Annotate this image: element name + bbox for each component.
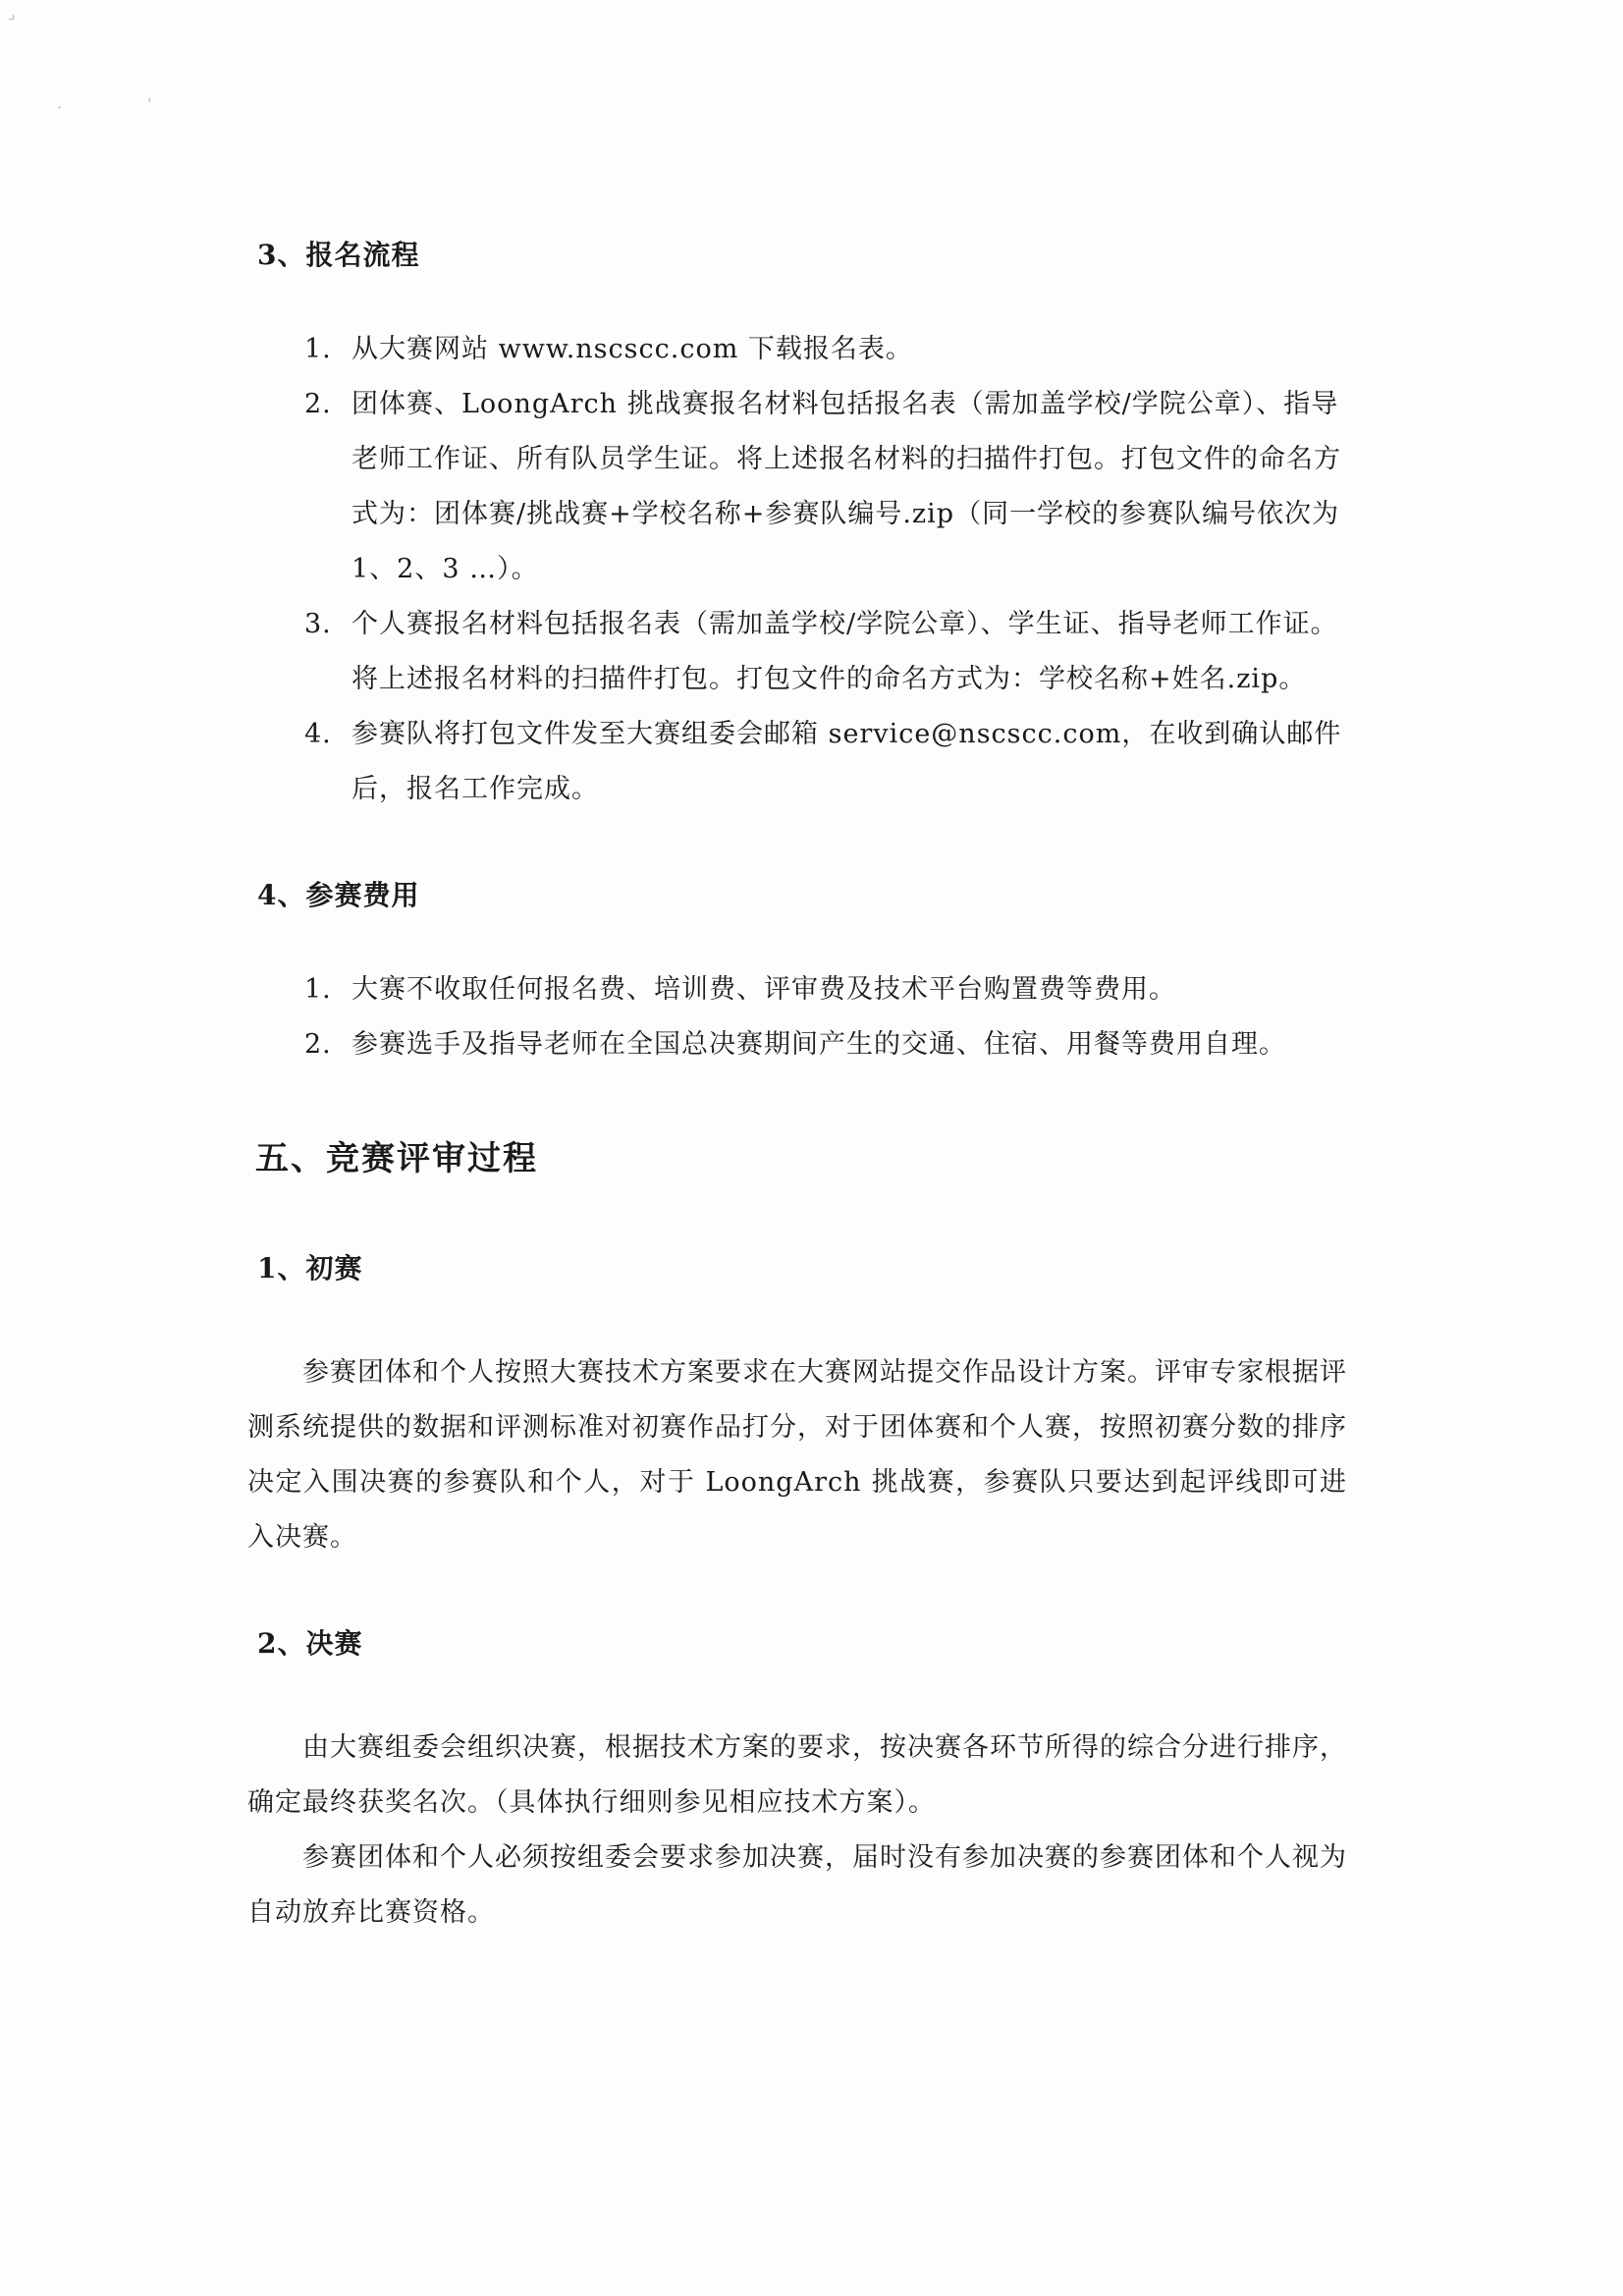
- list-item: [247, 707, 1347, 817]
- section-heading-registration: 3、报名流程: [257, 239, 420, 271]
- list-text: 大赛不收取任何报名费、培训费、评审费及技术平台购置费等费用。: [352, 974, 1176, 1005]
- list-number: 3.: [304, 609, 332, 639]
- list-text: 从大赛网站 www.nscscc.com 下载报名表。: [352, 334, 913, 364]
- subsection-heading-preliminary: 1、初赛: [257, 1252, 363, 1285]
- list-number: 2.: [304, 389, 332, 419]
- list-number: 1.: [304, 334, 332, 364]
- list-text: 团体赛、LoongArch 挑战赛报名材料包括报名表（需加盖学校/学院公章）、指导老师工作证、所有队员学生证。将上述报名材料的扫描件打包。打包文件的命名方式为：团体赛/挑战赛+学校名称+参赛队编号.zip（同一学校的参赛队编号依次为 1、2、3 …）。: [352, 389, 1341, 584]
- fees-list: [247, 962, 1347, 1072]
- document-body: [247, 228, 1347, 1941]
- list-number: 4.: [304, 719, 332, 749]
- scan-speck: ⌟: [8, 4, 16, 23]
- list-text: 参赛选手及指导老师在全国总决赛期间产生的交通、住宿、用餐等费用自理。: [352, 1029, 1286, 1060]
- paragraph-final-2: 参赛团体和个人必须按组委会要求参加决赛，届时没有参加决赛的参赛团体和个人视为自动放弃比赛资格。: [247, 1842, 1347, 1928]
- list-text: 参赛队将打包文件发至大赛组委会邮箱 service@nscscc.com，在收到确认邮件后，报名工作完成。: [352, 719, 1342, 804]
- list-number: 2.: [304, 1029, 332, 1060]
- scan-speck: ': [147, 94, 152, 113]
- paragraph-final-1: 由大赛组委会组织决赛，根据技术方案的要求，按决赛各环节所得的综合分进行排序，确定最终获奖名次。（具体执行细则参见相应技术方案）。: [247, 1732, 1347, 1818]
- subsection-heading-final: 2、决赛: [257, 1627, 363, 1660]
- list-text: 个人赛报名材料包括报名表（需加盖学校/学院公章）、学生证、指导老师工作证。将上述报名材料的扫描件打包。打包文件的命名方式为：学校名称+姓名.zip。: [352, 609, 1338, 694]
- list-item: [247, 377, 1347, 597]
- list-item: [247, 962, 1347, 1017]
- paragraph-preliminary: 参赛团体和个人按照大赛技术方案要求在大赛网站提交作品设计方案。评审专家根据评测系统提供的数据和评测标准对初赛作品打分，对于团体赛和个人赛，按照初赛分数的排序决定入围决赛的参赛队和个人，对于 LoongArch 挑战赛，参赛队只要达到起评线即可进入决赛。: [247, 1357, 1347, 1553]
- section-heading-fees: 4、参赛费用: [257, 879, 420, 911]
- scan-speck: ·: [57, 98, 63, 117]
- list-item: [247, 322, 1347, 377]
- chapter-heading-review-process: 五、竞赛评审过程: [255, 1139, 538, 1178]
- list-number: 1.: [304, 974, 332, 1005]
- list-item: [247, 1017, 1347, 1072]
- list-item: [247, 597, 1347, 707]
- registration-steps-list: [247, 322, 1347, 817]
